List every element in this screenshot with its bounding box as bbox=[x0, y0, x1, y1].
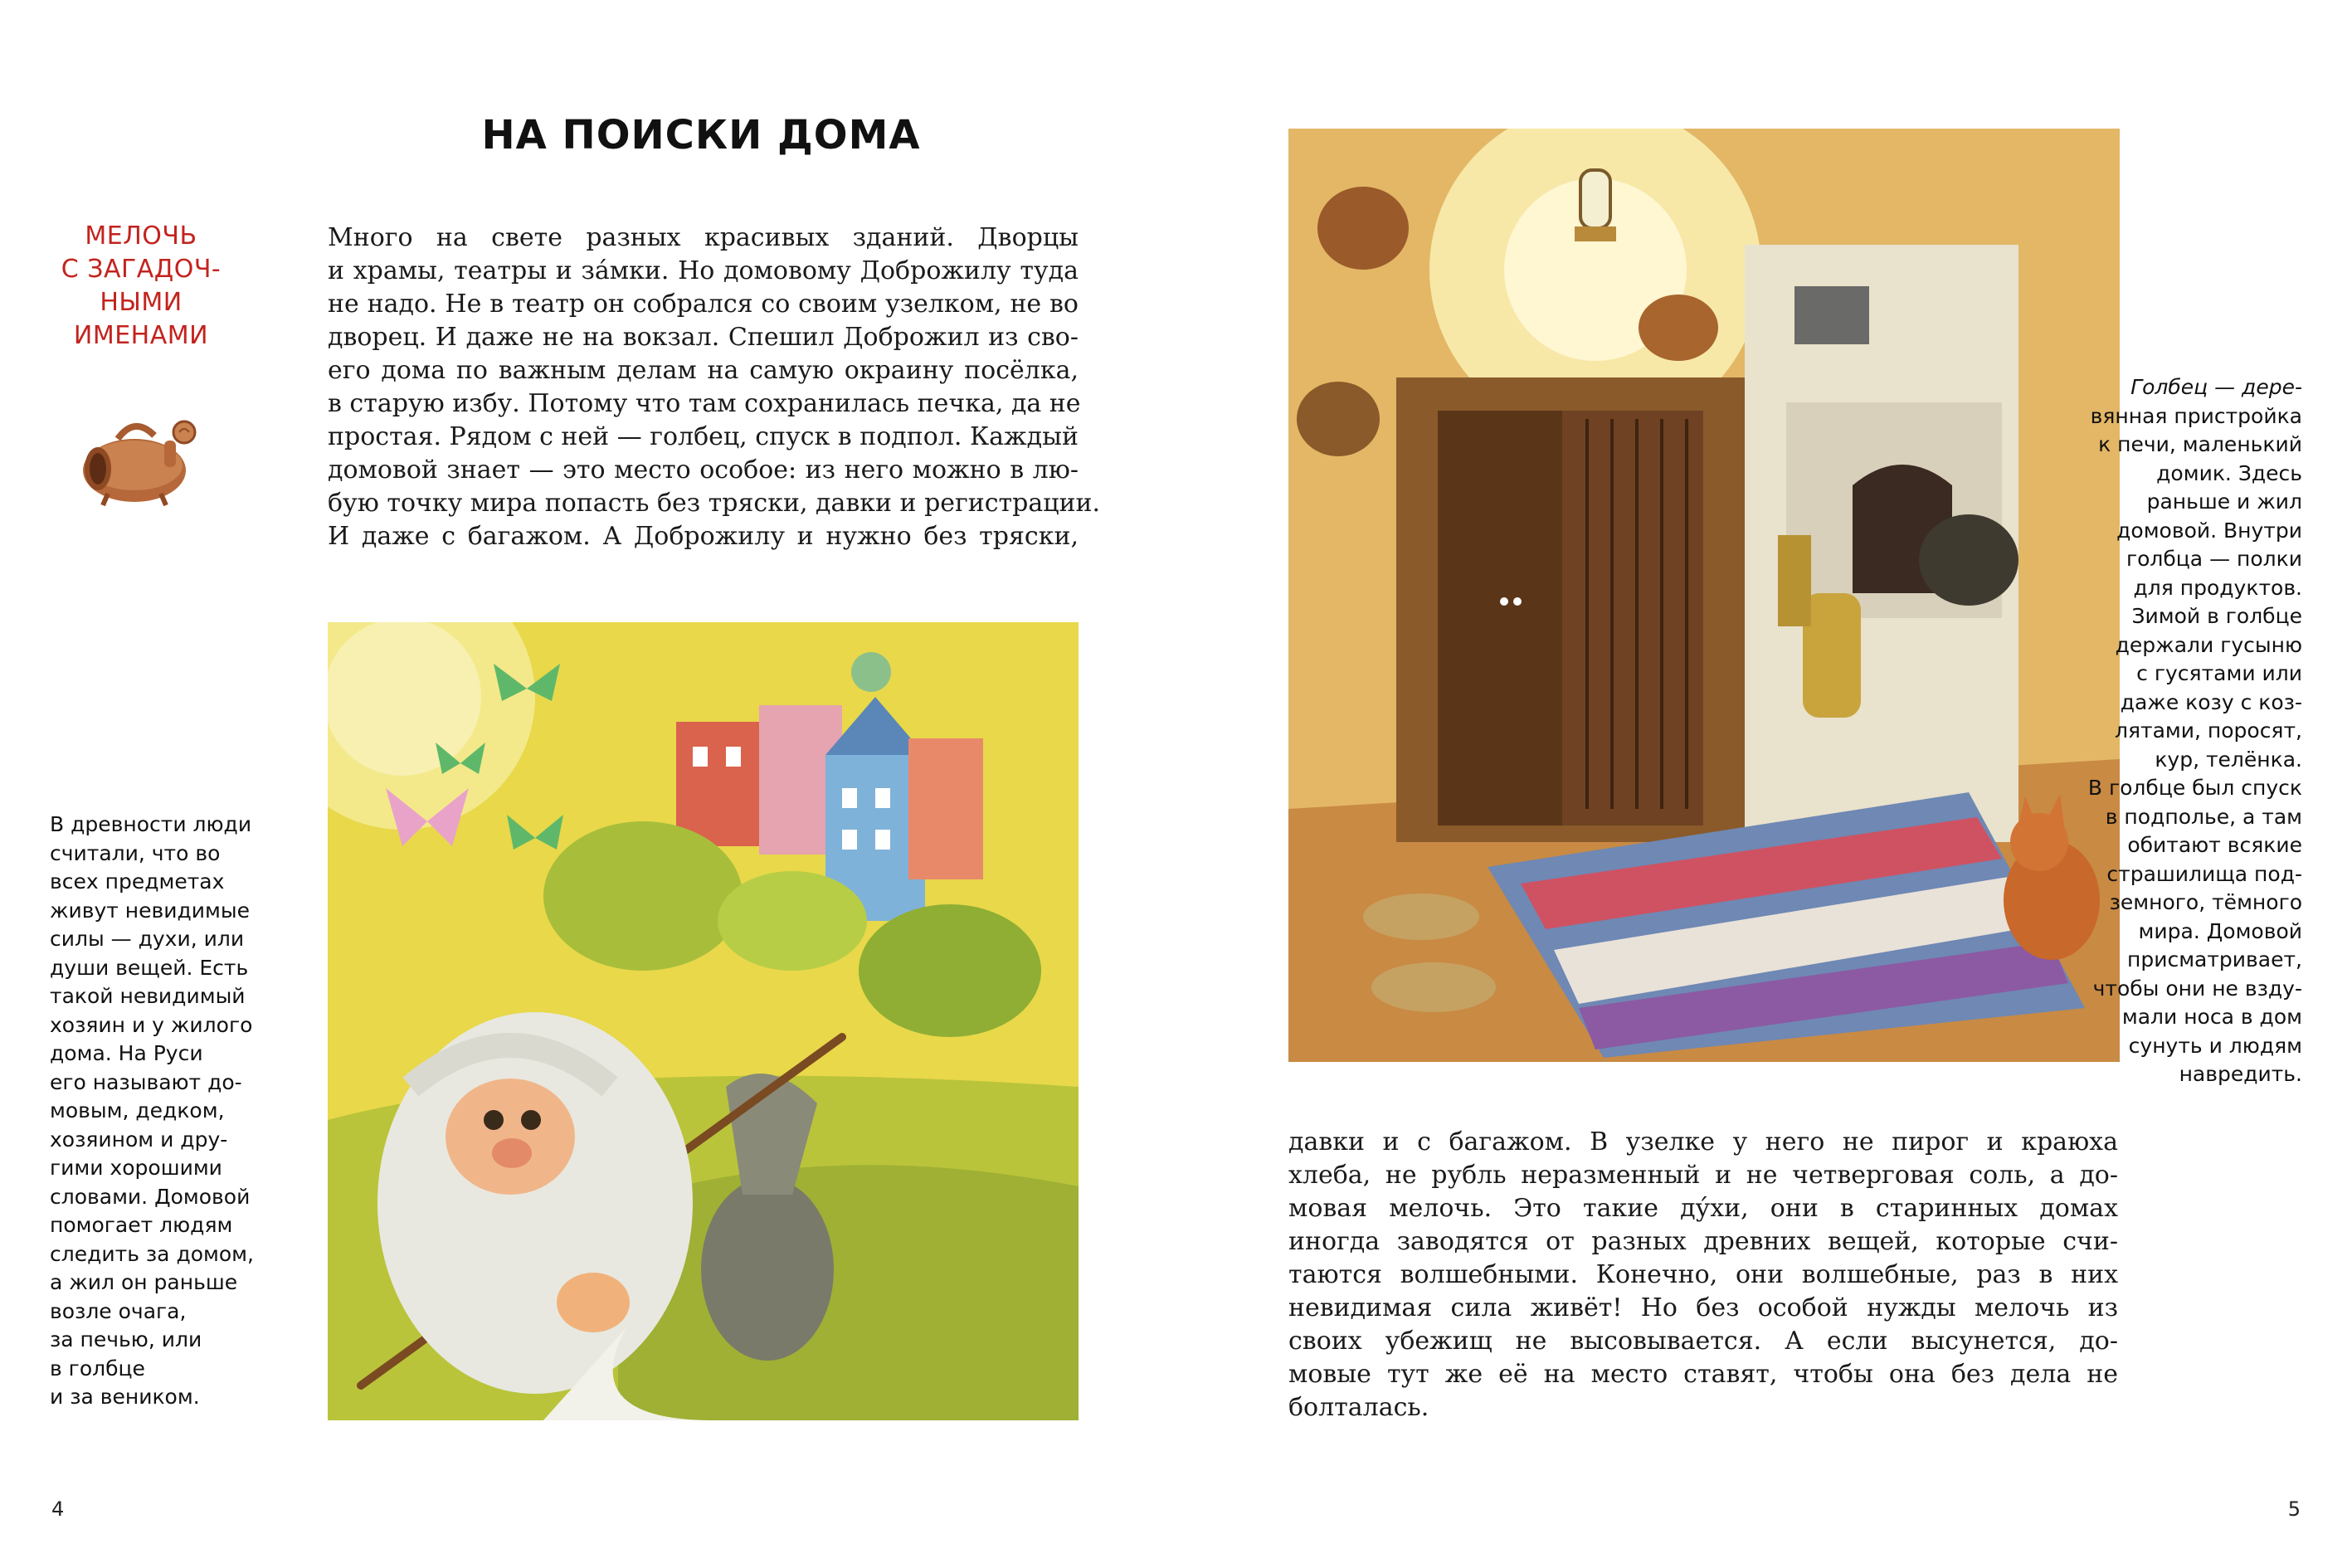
note-line: земного, тёмного bbox=[2109, 890, 2302, 914]
note-line: мовым, дедком, bbox=[50, 1098, 225, 1122]
note-line: такой невидимый bbox=[50, 984, 246, 1008]
side-heading-line: МЕЛОЧЬ bbox=[85, 222, 197, 251]
note-line: вянная пристройка bbox=[2090, 403, 2302, 428]
note-line: даже козу с коз- bbox=[2120, 689, 2302, 714]
note-line: силы — духи, или bbox=[50, 927, 245, 951]
page-number: 4 bbox=[51, 1497, 65, 1521]
side-note-left bbox=[50, 811, 274, 1412]
body-line: И даже с багажом. А Доброжилу и нужно без тряски, bbox=[328, 522, 1079, 551]
note-line: с гусятами или bbox=[2136, 661, 2302, 685]
note-line: дома. На Руси bbox=[50, 1041, 203, 1065]
note-line: чтобы они не взду- bbox=[2092, 976, 2302, 1001]
note-line: возле очага, bbox=[50, 1298, 187, 1323]
note-line: держали гусыню bbox=[2115, 632, 2302, 657]
body-line: своих убежищ не высовывается. А если высунется, до- bbox=[1288, 1327, 2118, 1356]
note-line: мира. Домовой bbox=[2138, 918, 2302, 943]
body-line: хлеба, не рубль неразменный и не четверговая соль, а до- bbox=[1288, 1161, 2118, 1190]
note-line: словами. Домовой bbox=[50, 1184, 251, 1209]
note-line: помогает людям bbox=[50, 1213, 233, 1237]
body-line: и храмы, театры и за́мки. Но домовому Доброжилу туда bbox=[328, 256, 1079, 285]
note-line: Зимой в голбце bbox=[2131, 604, 2302, 628]
note-line: а жил он раньше bbox=[50, 1270, 238, 1294]
side-heading bbox=[50, 220, 232, 353]
side-note-right bbox=[2078, 373, 2302, 1089]
body-line: домовой знает — это место особое: из него можно в лю- bbox=[328, 455, 1079, 485]
body-line: его дома по важным делам на самую окраину посёлка, bbox=[328, 356, 1079, 385]
note-line: навредить. bbox=[2179, 1062, 2302, 1086]
note-line: в подполье, а там bbox=[2105, 804, 2302, 829]
note-line: В древности люди bbox=[50, 812, 252, 836]
note-line: хозяином и дру- bbox=[50, 1127, 228, 1152]
body-line: дворец. И даже не на вокзал. Спешил Доброжил из сво- bbox=[328, 323, 1079, 352]
note-line: в голбце bbox=[50, 1356, 145, 1381]
note-line: считали, что во bbox=[50, 840, 221, 865]
note-line: его называют до- bbox=[50, 1069, 242, 1094]
note-line: кур, телёнка. bbox=[2155, 747, 2302, 772]
note-line: живут невидимые bbox=[50, 898, 251, 923]
body-line: в старую избу. Потому что там сохранилась печка, да не bbox=[328, 389, 1081, 418]
side-heading-line: ИМЕНАМИ bbox=[73, 321, 209, 350]
izba-interior-illustration bbox=[1288, 129, 2120, 1062]
note-line: души вещей. Есть bbox=[50, 955, 249, 980]
clay-jug-illustration bbox=[68, 411, 209, 510]
note-line: и за веником. bbox=[50, 1385, 200, 1409]
note-line: раньше и жил bbox=[2146, 489, 2302, 514]
body-line: невидимая сила живёт! Но без особой нужды мелочь из bbox=[1288, 1293, 2118, 1322]
body-line: таются волшебными. Конечно, они волшебные, раз в них bbox=[1288, 1260, 2118, 1289]
note-line: гими хорошими bbox=[50, 1156, 222, 1180]
note-line: за печью, или bbox=[50, 1327, 202, 1351]
right-page bbox=[1176, 0, 2352, 1568]
page-number: 5 bbox=[2287, 1497, 2301, 1521]
note-line: хозяин и у жилого bbox=[50, 1012, 253, 1037]
note-line: страшилища под- bbox=[2106, 861, 2302, 886]
body-text-column bbox=[1288, 1126, 2118, 1424]
body-text-column bbox=[328, 222, 1101, 553]
note-line: для продуктов. bbox=[2133, 575, 2302, 600]
domovoy-with-bundle-illustration bbox=[328, 622, 1079, 1420]
body-line: не надо. Не в театр он собрался со своим узелком, не во bbox=[328, 290, 1079, 319]
body-line: мовые тут же её на место ставят, чтобы она без дела не bbox=[1288, 1360, 2118, 1389]
note-line bbox=[2078, 373, 2302, 402]
body-line: простая. Рядом с ней — голбец, спуск в подпол. Каждый bbox=[328, 422, 1079, 451]
note-line: домовой. Внутри bbox=[2116, 518, 2302, 543]
note-line: следить за домом, bbox=[50, 1241, 254, 1266]
body-line: болталась. bbox=[1288, 1393, 1429, 1422]
note-line: мали носа в дом bbox=[2121, 1005, 2302, 1029]
body-line: Много на свете разных красивых зданий. Дворцы bbox=[328, 223, 1079, 252]
body-line: мовая мелочь. Это такие ду́хи, они в старинных домах bbox=[1288, 1194, 2118, 1223]
note-line: лятами, поросят, bbox=[2114, 718, 2302, 743]
body-line: давки и с багажом. В узелке у него не пирог и краюха bbox=[1288, 1127, 2118, 1157]
note-term: Голбец — дере- bbox=[2130, 375, 2302, 399]
body-line: иногда заводятся от разных древних вещей, которые счи- bbox=[1288, 1227, 2118, 1256]
note-line: присматривает, bbox=[2126, 947, 2302, 971]
side-heading-line: НЫМИ bbox=[100, 288, 183, 317]
note-line: домик. Здесь bbox=[2156, 460, 2302, 485]
note-line: всех предметах bbox=[50, 869, 225, 894]
note-line: обитают всякие bbox=[2127, 833, 2302, 857]
note-line: к печи, маленький bbox=[2098, 432, 2302, 456]
page-title: НА ПОИСКИ ДОМА bbox=[481, 112, 921, 158]
note-line: голбца — полки bbox=[2126, 547, 2302, 571]
note-line: сунуть и людям bbox=[2128, 1033, 2302, 1058]
body-line: бую точку мира попасть без тряски, давки и регистрации. bbox=[328, 489, 1101, 518]
note-line: В голбце был спуск bbox=[2087, 776, 2302, 800]
side-heading-line: С ЗАГАДОЧ- bbox=[61, 255, 222, 284]
